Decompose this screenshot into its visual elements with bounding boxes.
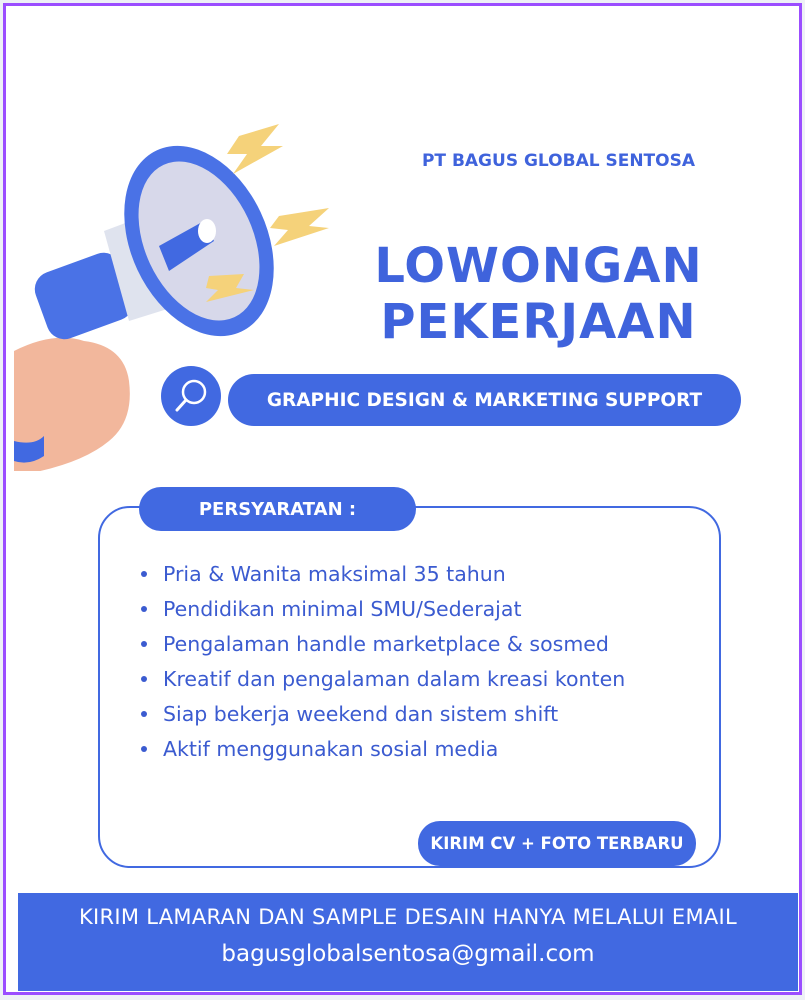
requirement-text: Pengalaman handle marketplace & sosmed <box>163 631 609 656</box>
footer-banner <box>18 893 798 991</box>
requirement-text: Aktif menggunakan sosial media <box>163 736 499 761</box>
send-cv-badge: KIRIM CV + FOTO TERBARU <box>418 821 696 866</box>
list-item <box>141 556 625 591</box>
requirement-text: Kreatif dan pengalaman dalam kreasi konten <box>163 666 626 691</box>
requirement-text: Pria & Wanita maksimal 35 tahun <box>163 561 506 586</box>
footer-instruction: KIRIM LAMARAN DAN SAMPLE DESAIN HANYA MELALUI EMAIL <box>78 905 738 929</box>
position-badge: GRAPHIC DESIGN & MARKETING SUPPORT <box>228 374 741 426</box>
list-item <box>141 696 625 731</box>
poster <box>3 3 802 995</box>
requirements-list <box>141 556 625 766</box>
email-link[interactable]: bagusglobalsentosa@gmail.com <box>221 941 595 967</box>
requirement-text: Siap bekerja weekend dan sistem shift <box>163 701 559 726</box>
search-icon <box>161 366 221 426</box>
title-line-2: PEKERJAAN <box>380 294 697 350</box>
requirements-label: PERSYARATAN : <box>139 487 416 531</box>
list-item <box>141 626 625 661</box>
requirement-text: Pendidikan minimal SMU/Sederajat <box>163 596 522 621</box>
bullet-icon <box>141 711 147 717</box>
list-item <box>141 591 625 626</box>
bullet-icon <box>141 641 147 647</box>
page-title <box>346 238 731 350</box>
bullet-icon <box>141 746 147 752</box>
title-line-1: LOWONGAN <box>374 238 703 294</box>
bullet-icon <box>141 571 147 577</box>
list-item <box>141 731 625 766</box>
bullet-icon <box>141 606 147 612</box>
bullet-icon <box>141 676 147 682</box>
list-item <box>141 661 625 696</box>
company-name: PT BAGUS GLOBAL SENTOSA <box>421 151 696 171</box>
